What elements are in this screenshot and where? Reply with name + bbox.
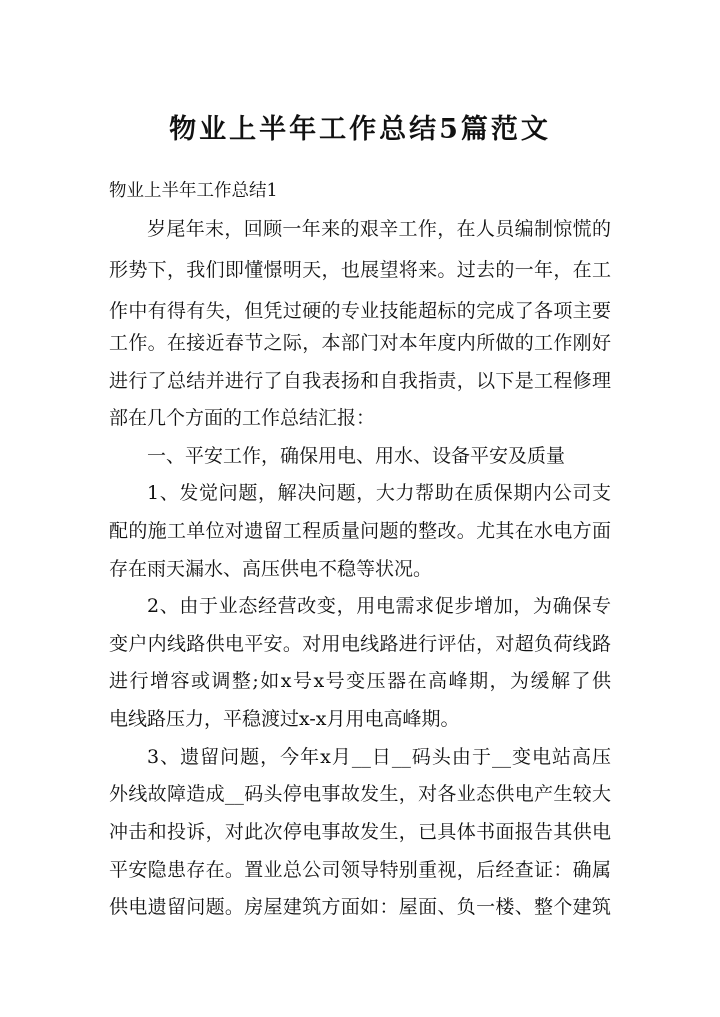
paragraph-line: 2、由于业态经营改变，用电需求促步增加，为确保专 (147, 595, 611, 617)
paragraph-line: 电线路压力，平稳渡过x-x月用电高峰期。 (109, 708, 460, 730)
paragraph-line: 进行了总结并进行了自我表扬和自我指责，以下是工程修理 (109, 370, 611, 392)
paragraph-line: 作中有得有失，但凭过硬的专业技能超标的完成了各项主要 (109, 300, 611, 322)
paragraph-line: 变户内线路供电平安。对用电线路进行评估，对超负荷线路 (109, 633, 611, 655)
paragraph-line: 存在雨天漏水、高压供电不稳等状况。 (109, 558, 433, 580)
paragraph-line: 形势下，我们即懂憬明天，也展望将来。过去的一年，在工 (109, 259, 611, 281)
paragraph-line: 配的施工单位对遗留工程质量问题的整改。尤其在水电方面 (109, 520, 611, 542)
paragraph-line: 供电遗留问题。房屋建筑方面如：屋面、负一楼、整个建筑 (109, 896, 611, 918)
paragraph-line: 部在几个方面的工作总结汇报： (109, 407, 376, 429)
paragraph-line: 工作。在接近春节之际，本部门对本年度内所做的工作刚好 (109, 332, 611, 354)
paragraph-line: 外线故障造成__码头停电事故发生，对各业态供电产生较大 (109, 783, 611, 805)
paragraph-line: 3、遗留问题，今年x月__日__码头由于__变电站高压 (147, 746, 611, 768)
paragraph-line: 岁尾年末，回顾一年来的艰辛工作，在人员编制惊慌的 (147, 218, 611, 240)
paragraph-line: 冲击和投诉，对此次停电事故发生，已具体书面报告其供电 (109, 821, 611, 843)
paragraph-line: 平安隐患存在。置业总公司领导特别重视，后经查证：确属 (109, 859, 611, 881)
document-title: 物业上半年工作总结5篇范文 (169, 114, 551, 145)
paragraph-line: 进行增容或调整;如x号x号变压器在高峰期，为缓解了供 (109, 670, 611, 692)
section-heading: 一、平安工作，确保用电、用水、设备平安及质量 (147, 445, 566, 467)
section-subtitle: 物业上半年工作总结1 (109, 181, 278, 201)
paragraph-line: 1、发觉问题，解决问题，大力帮助在质保期内公司支 (147, 482, 611, 504)
